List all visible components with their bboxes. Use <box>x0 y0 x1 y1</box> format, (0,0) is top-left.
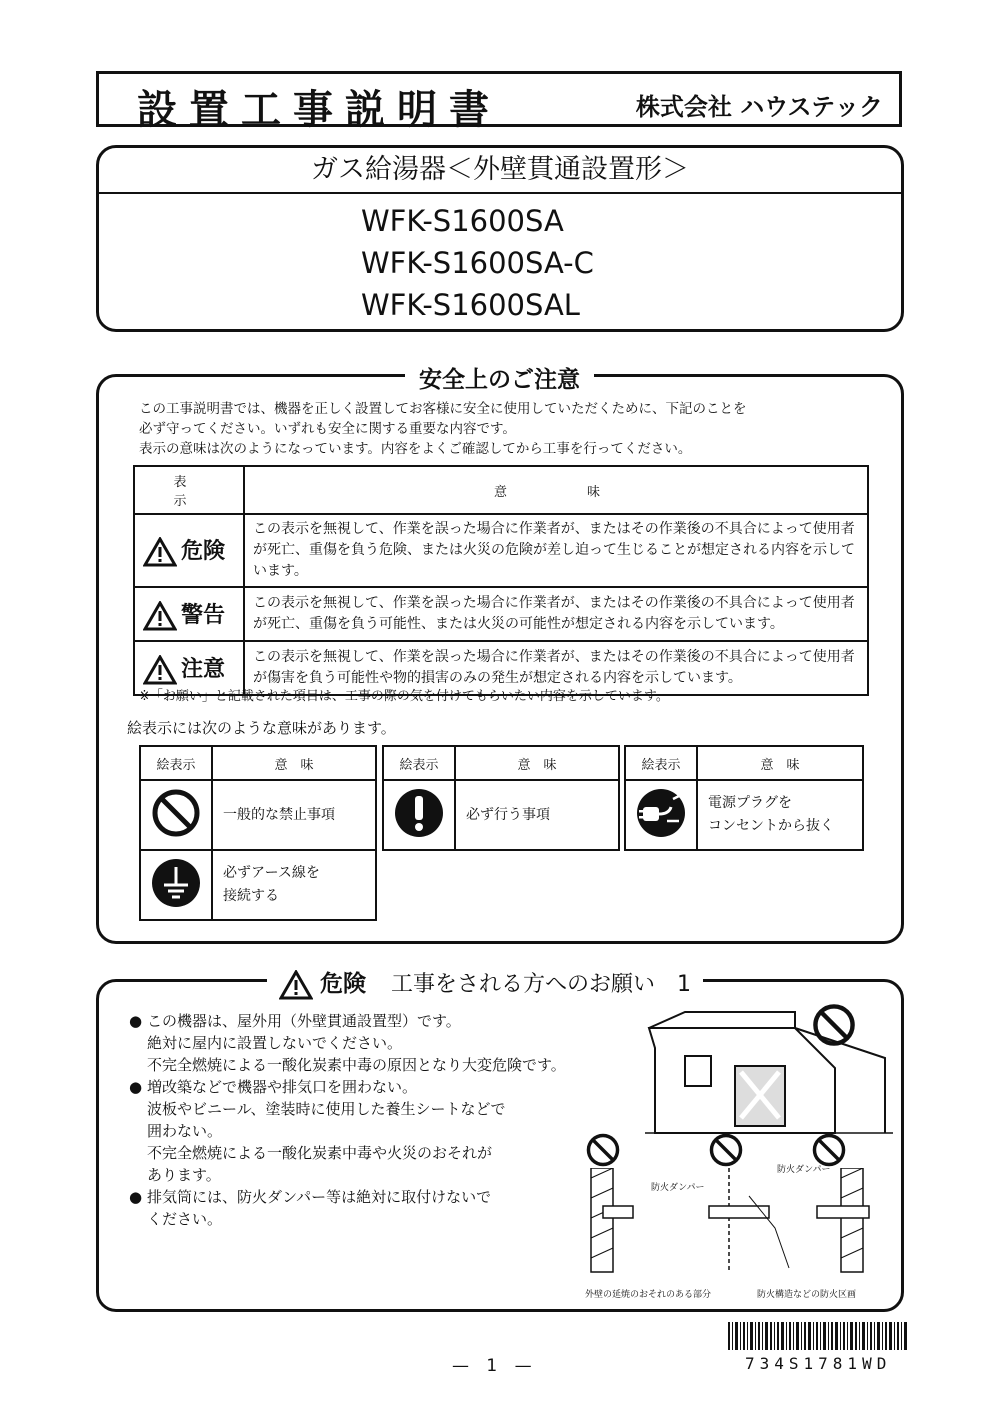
product-box <box>96 145 904 332</box>
safety-section <box>96 367 904 944</box>
model-name: WFK-S1600SA <box>361 204 564 238</box>
signal-word: 注意 <box>181 656 226 682</box>
bullet-line: あります。 <box>147 1166 221 1184</box>
model-name: WFK-S1600SAL <box>361 288 580 322</box>
pictogram-table <box>624 745 864 851</box>
table-row <box>625 780 863 850</box>
bullet-line: 囲わない。 <box>147 1122 223 1140</box>
intro-line: この工事説明書では、機器を正しく設置してお客様に安全に使用していただくために、下記のことを <box>139 401 747 417</box>
danger-label: 危険 <box>320 971 366 997</box>
house-illustration <box>645 1008 895 1136</box>
table-header: 絵表示 <box>625 746 697 780</box>
safety-intro <box>139 399 879 459</box>
pictogram-desc: 一般的な禁止事項 <box>212 780 376 850</box>
danger-section <box>96 971 904 1312</box>
pictogram-desc: 必ず行う事項 <box>455 780 619 850</box>
desc-line: 電源プラグを <box>708 795 792 811</box>
table-header: 意 味 <box>244 466 868 514</box>
intro-line: 必ず守ってください。いずれも安全に関する重要な内容です。 <box>139 421 516 437</box>
danger-bullets <box>129 1010 629 1230</box>
desc-line: 必ずアース線を <box>223 865 320 881</box>
safety-heading: 安全上のご注意 <box>405 361 594 394</box>
warning-triangle-icon <box>279 970 313 1000</box>
danger-heading <box>267 965 703 1000</box>
desc-line: コンセントから抜く <box>708 818 834 834</box>
pictogram-cell <box>383 780 455 850</box>
warning-triangle-icon <box>143 655 177 685</box>
product-title: ガス給湯器＜外壁貫通設置形＞ <box>99 148 901 194</box>
exclamation-icon <box>393 787 445 839</box>
table-header: 意 味 <box>455 746 619 780</box>
table-header: 意 味 <box>697 746 863 780</box>
table-row <box>134 587 868 641</box>
pictogram-table <box>382 745 620 851</box>
table-row <box>140 850 376 920</box>
page-number: — 1 — <box>452 1356 538 1376</box>
table-row <box>140 780 376 850</box>
bullet-line: ください。 <box>147 1210 223 1228</box>
bullet-line: 不完全燃焼による一酸化炭素中毒や火災のおそれが <box>147 1144 493 1162</box>
prohibit-icon <box>811 1002 857 1048</box>
list-item: ● この機器は、屋外用（外壁貫通設置型）です。 絶対に屋内に設置しないでください。 不完全燃焼による一酸化炭素中毒の原因となり大変危険です。 <box>129 1010 629 1076</box>
table-header: 絵表示 <box>140 746 212 780</box>
bullet-line: 絶対に屋内に設置しないでください。 <box>147 1034 403 1052</box>
signal-description: この表示を無視して、作業を誤った場合に作業者が、またはその作業後の不具合によって使用者が死亡、重傷を負う危険、または火災の危険が差し迫って生じることが想定される内容を示しています。 <box>244 514 868 587</box>
signal-label <box>134 514 244 587</box>
list-item: ● 増改築などで機器や排気口を囲わない。 波板やビニール、塗装時に使用した養生シートなどで 囲わない。 不完全燃焼による一酸化炭素中毒や火災のおそれが あります。 <box>129 1076 629 1186</box>
pictogram-desc <box>212 850 376 920</box>
prohibit-icon <box>585 1132 621 1168</box>
table-row <box>134 514 868 587</box>
document-title: 設置工事説明書 <box>137 87 501 133</box>
bullet-line: 増改築などで機器や排気口を囲わない。 <box>147 1078 418 1096</box>
prohibit-icon <box>708 1132 744 1168</box>
table-header: 表 示 <box>134 466 244 514</box>
pictogram-desc <box>697 780 863 850</box>
damper-illustration <box>579 1168 879 1278</box>
signal-word: 警告 <box>181 602 226 628</box>
signal-word: 危険 <box>181 539 226 564</box>
signal-description: この表示を無視して、作業を誤った場合に作業者が、またはその作業後の不具合によって使用者が死亡、重傷を負う可能性、または火災の可能性が想定される内容を示しています。 <box>244 587 868 641</box>
pictogram-cell <box>140 780 212 850</box>
bullet-line: 排気筒には、防火ダンパー等は絶対に取付けないで <box>147 1188 492 1206</box>
pictogram-intro: 絵表示には次のような意味があります。 <box>127 719 396 737</box>
desc-line: 接続する <box>223 888 279 904</box>
illustration-label: 防火ダンパー <box>777 1165 831 1175</box>
pictogram-cell <box>140 850 212 920</box>
danger-heading-text: 工事をされる方へのお願い 1 <box>391 972 691 997</box>
table-header: 絵表示 <box>383 746 455 780</box>
unplug-icon <box>635 787 687 839</box>
model-name: WFK-S1600SA-C <box>361 246 594 280</box>
bullet-line: この機器は、屋外用（外壁貫通設置型）です。 <box>147 1012 461 1030</box>
warning-triangle-icon <box>143 601 177 631</box>
bullet-line: 波板やビニール、塗装時に使用した養生シートなどで <box>147 1100 506 1118</box>
prohibit-icon <box>150 787 202 839</box>
illustration-label: 防火ダンパー <box>651 1183 705 1193</box>
signal-label <box>134 587 244 641</box>
header-box <box>96 71 902 133</box>
pictogram-table <box>139 745 377 921</box>
pictogram-cell <box>625 780 697 850</box>
note-text: ※「お願い」と記載された項目は、工事の際の気を付けてもらいたい内容を示しています。 <box>139 689 669 704</box>
signal-description: この表示を無視して、作業を誤った場合に作業者が、またはその作業後の不具合によって使用者が傷害を負う可能性や物的損害のみの発生が想定される内容を示しています。 <box>244 641 868 695</box>
warning-triangle-icon <box>143 537 177 567</box>
list-item: ● 排気筒には、防火ダンパー等は絶対に取付けないで ください。 <box>129 1186 629 1230</box>
illustration-label: 外壁の延焼のおそれのある部分 <box>585 1290 712 1300</box>
table-row <box>383 780 619 850</box>
ground-icon <box>150 857 202 909</box>
barcode <box>728 1322 908 1350</box>
intro-line: 表示の意味は次のようになっています。内容をよくご確認してから工事を行ってください。 <box>139 441 692 457</box>
document-code: 734S1781WD <box>745 1354 892 1373</box>
company-name: 株式会社 ハウステック <box>635 93 883 121</box>
illustration-label: 防火構造などの防火区画 <box>757 1290 857 1300</box>
bullet-line: 不完全燃焼による一酸化炭素中毒の原因となり大変危険です。 <box>147 1056 566 1074</box>
table-header: 意 味 <box>212 746 376 780</box>
signal-word-table <box>133 465 869 696</box>
